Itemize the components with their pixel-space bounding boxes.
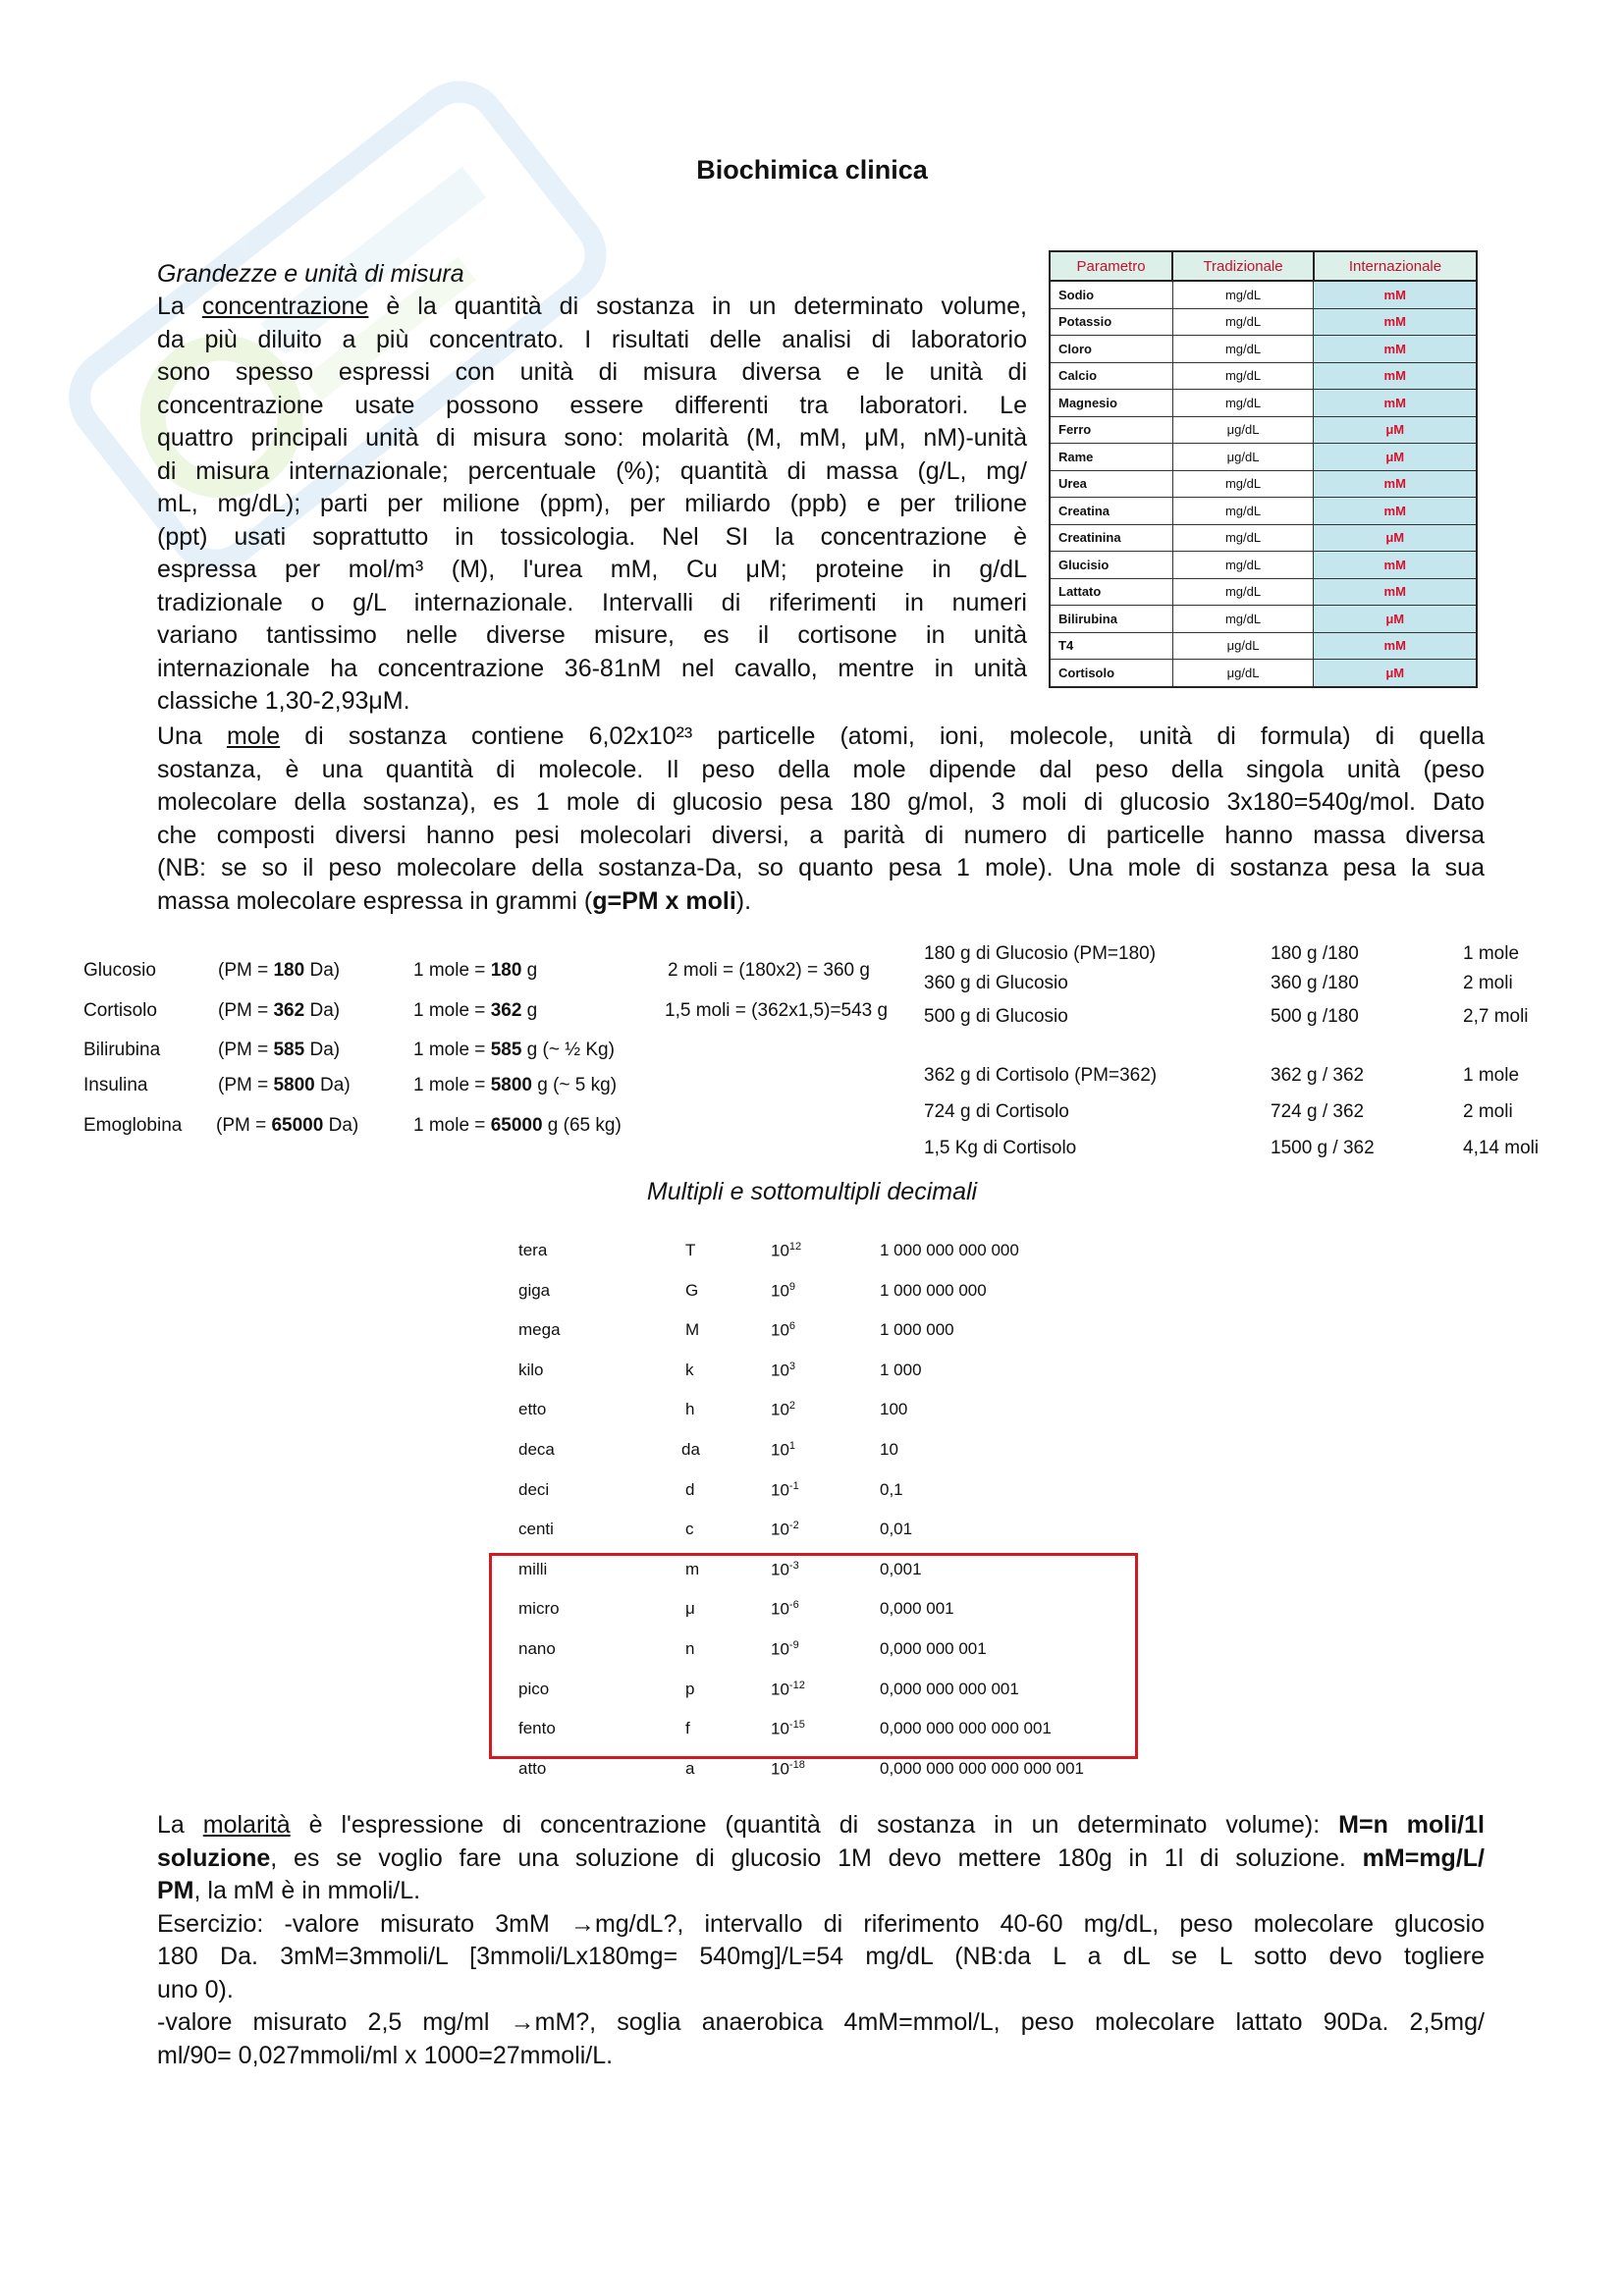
intro-line: espressa per mol/m³ (M), l'urea mM, Cu μM; proteine in g/dL [157,556,1027,583]
calc-row [0,973,1571,1002]
prefix-name: giga [518,1280,551,1300]
prefix-symbol: p [685,1679,695,1698]
calc-division: 724 g / 362 [1271,1101,1365,1122]
pm-prefix: (PM = [218,1040,274,1060]
mole-suffix: g (65 kg) [542,1115,622,1136]
traditional-unit-cell: μg/dL [1172,416,1314,444]
substance-name: Glucosio [83,960,156,981]
units-row [1050,390,1477,417]
prefix-row [0,1361,1178,1390]
prefix-power [771,1759,805,1780]
traditional-unit-cell: mg/dL [1172,362,1314,390]
traditional-unit-cell: mg/dL [1172,281,1314,308]
prefix-row [0,1759,1178,1789]
molarita-line: ml/90= 0,027mmoli/ml x 1000=27mmoli/L. [157,2041,614,2069]
param-cell: Glucisio [1050,552,1172,579]
power-base: 10 [771,1560,789,1579]
mole-paragraph [157,721,1485,918]
highlight-box [489,1553,1138,1759]
pm-value: 362 [273,1000,305,1021]
pm-value: 65000 [271,1115,324,1136]
traditional-unit-cell: mg/dL [1172,552,1314,579]
col-header: Parametro [1050,251,1172,281]
international-unit-cell: mM [1314,552,1477,579]
intro-line: variano tantissimo nelle diverse misure, es il cortisone in unità [157,621,1027,649]
prefix-symbol: c [685,1520,694,1539]
prefix-value: 0,000 000 001 [880,1639,987,1658]
international-unit-cell: mM [1314,308,1477,336]
mole-suffix: g [521,960,538,981]
traditional-unit-cell: mg/dL [1172,524,1314,552]
calc-moles: 1 mole [1463,943,1520,964]
prefix-name: centi [518,1520,554,1539]
pm-suffix: Da) [314,1075,351,1095]
prefix-row [0,1320,1178,1350]
substance-name: Insulina [83,1075,148,1095]
multipli-heading: Multipli e sottomultipli decimali [646,1178,978,1205]
param-cell: Magnesio [1050,390,1172,417]
units-row [1050,632,1477,660]
pm-suffix: Da) [304,1040,341,1060]
power-exponent: -2 [788,1520,799,1532]
units-row [1050,470,1477,498]
prefix-value: 0,1 [880,1479,903,1499]
international-unit-cell: mM [1314,281,1477,308]
international-unit-cell: mM [1314,336,1477,363]
prefix-power [771,1281,795,1302]
prefix-power [771,1480,799,1501]
mole-line: molecolare della sostanza), es 1 mole di glucosio pesa 180 g/mol, 3 moli di glucosio 3x180=540g/mol. Dato [157,788,1485,816]
power-exponent: 6 [788,1320,796,1333]
param-cell: Rame [1050,444,1172,471]
calc-amount: 362 g di Cortisolo (PM=362) [924,1065,1158,1086]
prefix-symbol: μ [685,1599,695,1619]
units-row [1050,498,1477,525]
mole-value: 585 [490,1040,522,1060]
prefix-name: micro [518,1599,560,1619]
power-base: 10 [771,1639,789,1659]
units-row [1050,606,1477,633]
power-exponent: 1 [788,1440,796,1452]
intro-line: La concentrazione è la quantità di sostanza in un determinato volume, [157,293,1027,320]
prefix-value: 1 000 000 000 000 [880,1241,1019,1259]
col-header: Tradizionale [1172,251,1314,281]
calc-row [0,1138,1571,1167]
prefix-power [771,1400,795,1420]
mole-prefix: 1 mole = [413,1115,491,1136]
prefix-name: fento [518,1719,556,1738]
page-title: Biochimica clinica [696,155,928,185]
international-unit-cell: mM [1314,578,1477,606]
intro-line: da più diluito a più concentrato. I risultati delle analisi di laboratorio [157,325,1027,353]
mole-prefix: 1 mole = [413,1040,491,1060]
calc-division: 362 g / 362 [1271,1065,1365,1086]
units-row [1050,524,1477,552]
mole-line: Una mole di sostanza contiene 6,02x10²³ particelle (atomi, ioni, molecole, unità di formula) di quella [157,722,1485,750]
substance-name: Cortisolo [83,1000,157,1021]
prefix-name: tera [518,1241,548,1259]
prefix-power [771,1320,795,1341]
prefix-name: pico [518,1679,550,1698]
mole-prefix: 1 mole = [413,1000,491,1021]
calc-amount: 360 g di Glucosio [924,973,1068,993]
param-cell: Calcio [1050,362,1172,390]
prefix-row [0,1281,1178,1310]
molarita-line: soluzione, es se voglio fare una soluzione di glucosio 1M devo mettere 180g in 1l di soluzione. mM=mg/L/ [157,1843,1485,1872]
power-base: 10 [771,1320,789,1340]
units-table [1049,250,1478,688]
mole-value: 362 [490,1000,522,1021]
power-exponent: -15 [788,1719,805,1732]
international-unit-cell: μM [1314,524,1477,552]
prefix-power [771,1440,795,1461]
power-exponent: -6 [788,1599,799,1612]
mole-line: (NB: se so il peso molecolare della sostanza-Da, so quanto pesa 1 mole). Una mole di sostanza pesa la sua [157,854,1485,881]
power-exponent: 9 [788,1280,796,1293]
intro-line: internazionale ha concentrazione 36-81nM nel cavallo, mentre in unità [157,654,1027,682]
intro-line: quattro principali unità di misura sono: molarità (M, mM, μM, nM)-unità [157,424,1027,452]
international-unit-cell: μM [1314,660,1477,687]
intro-paragraph [157,291,1027,719]
international-unit-cell: mM [1314,498,1477,525]
param-cell: Creatinina [1050,524,1172,552]
substance-name: Emoglobina [83,1115,183,1136]
prefix-symbol: d [685,1479,695,1499]
mole-value: 180 [490,960,522,981]
pm-value: 585 [273,1040,305,1060]
units-row [1050,416,1477,444]
power-base: 10 [771,1440,789,1460]
prefix-value: 1 000 [880,1360,922,1379]
international-unit-cell: mM [1314,470,1477,498]
param-cell: Cloro [1050,336,1172,363]
prefix-name: deci [518,1479,550,1499]
international-unit-cell: μM [1314,416,1477,444]
mole-line: sostanza, è una quantità di molecole. Il peso della mole dipende dal peso della singola unità (peso [157,755,1485,783]
power-exponent: -3 [788,1559,799,1572]
mole-suffix: g (~ ½ Kg) [521,1040,615,1060]
prefix-value: 1 000 000 000 [880,1280,987,1300]
units-row [1050,281,1477,308]
calc-division: 500 g /180 [1271,1006,1359,1027]
pm-prefix: (PM = [218,1075,274,1095]
power-base: 10 [771,1759,789,1779]
calc-division: 1500 g / 362 [1271,1138,1375,1158]
power-exponent: 12 [788,1241,802,1253]
prefix-symbol: f [685,1719,690,1738]
power-base: 10 [771,1361,789,1380]
traditional-unit-cell: mg/dL [1172,498,1314,525]
pm-prefix: (PM = [218,1000,274,1021]
param-cell: Cortisolo [1050,660,1172,687]
molarita-line: 180 Da. 3mM=3mmoli/L [3mmoli/Lx180mg= 540mg]/L=54 mg/dL (NB:da L a dL se L sotto devo togliere [157,1943,1485,1970]
traditional-unit-cell: μg/dL [1172,660,1314,687]
calc-row [0,1101,1571,1131]
power-base: 10 [771,1480,789,1500]
prefix-symbol: M [685,1320,700,1340]
prefix-name: nano [518,1639,556,1658]
prefix-value: 0,001 [880,1559,922,1578]
mole-line: che composti diversi hanno pesi molecolari diversi, a parità di numero di particelle hanno massa diversa [157,821,1485,849]
traditional-unit-cell: mg/dL [1172,390,1314,417]
mole-value: 5800 [490,1075,532,1095]
intro-line: mL, mg/dL); parti per milione (ppm), per miliardo (ppb) e per trilione [157,490,1027,517]
intro-line: concentrazione usate possono essere differenti tra laboratori. Le [157,391,1027,419]
param-cell: Sodio [1050,281,1172,308]
calc-amount: 500 g di Glucosio [924,1006,1068,1027]
mole-example: 2 moli = (180x2) = 360 g [668,960,870,981]
mole-prefix: 1 mole = [413,960,491,981]
prefix-value: 10 [880,1440,898,1459]
power-exponent: 3 [788,1360,796,1372]
prefix-symbol: m [685,1559,700,1578]
mole-mass [413,1040,615,1061]
units-row [1050,552,1477,579]
molarita-line: -valore misurato 2,5 mg/ml →mM?, soglia anaerobica 4mM=mmol/L, peso molecolare lattato 90Da. 2,5mg/ [157,2008,1485,2036]
calc-amount: 180 g di Glucosio (PM=180) [924,943,1157,964]
molecular-weight [218,1040,340,1061]
traditional-unit-cell: mg/dL [1172,578,1314,606]
traditional-unit-cell: mg/dL [1172,336,1314,363]
international-unit-cell: mM [1314,632,1477,660]
pm-prefix: (PM = [216,1115,272,1136]
calc-division: 360 g /180 [1271,973,1359,993]
mole-prefix: 1 mole = [413,1075,491,1095]
pm-value: 5800 [273,1075,315,1095]
traditional-unit-cell: μg/dL [1172,632,1314,660]
power-exponent: 2 [788,1400,796,1413]
power-exponent: -1 [788,1479,799,1492]
prefix-name: etto [518,1400,547,1419]
international-unit-cell: μM [1314,606,1477,633]
units-row [1050,578,1477,606]
international-unit-cell: mM [1314,390,1477,417]
mole-example: 1,5 moli = (362x1,5)=543 g [665,1000,889,1021]
prefix-name: atto [518,1758,547,1778]
units-row [1050,444,1477,471]
molarita-line: PM, la mM è in mmoli/L. [157,1877,421,1904]
param-cell: T4 [1050,632,1172,660]
calc-row [0,943,1571,973]
calc-row [0,1006,1571,1036]
calc-division: 180 g /180 [1271,943,1359,964]
calc-moles: 1 mole [1463,1065,1520,1086]
molarita-paragraph [157,1809,1485,2072]
section-heading: Grandezze e unità di misura [157,260,464,288]
prefix-value: 1 000 000 [880,1320,954,1340]
mole-suffix: g [521,1000,538,1021]
mole-suffix: g (~ 5 kg) [531,1075,618,1095]
mole-value: 65000 [490,1115,543,1136]
prefix-symbol: G [685,1280,699,1300]
units-row [1050,362,1477,390]
power-base: 10 [771,1680,789,1699]
prefix-symbol: n [685,1639,695,1658]
prefix-power [771,1520,799,1540]
param-cell: Creatina [1050,498,1172,525]
power-exponent: -18 [788,1758,805,1771]
prefix-row [0,1400,1178,1429]
prefix-value: 0,000 000 000 000 000 001 [880,1758,1084,1778]
param-cell: Ferro [1050,416,1172,444]
power-base: 10 [771,1719,789,1738]
intro-line: di misura internazionale; percentuale (%); quantità di massa (g/L, mg/ [157,456,1027,485]
units-row [1050,660,1477,687]
power-base: 10 [771,1520,789,1539]
prefix-power [771,1361,795,1381]
power-exponent: -9 [788,1639,799,1651]
molarita-line: La molarità è l'espressione di concentrazione (quantità di sostanza in un determinato volume): M=n moli/1l [157,1811,1485,1839]
prefix-row [0,1440,1178,1469]
prefix-name: milli [518,1559,548,1578]
prefix-symbol: k [685,1360,694,1379]
prefix-row [0,1241,1178,1270]
calc-moles: 2,7 moli [1463,1006,1529,1027]
pm-suffix: Da) [304,1000,341,1021]
pm-value: 180 [273,960,305,981]
intro-line: sono spesso espressi con unità di misura diversa e le unità di [157,358,1027,386]
traditional-unit-cell: mg/dL [1172,308,1314,336]
molarita-line: uno 0). [157,1975,234,2003]
mole-line: massa molecolare espressa in grammi (g=PM x moli). [157,886,752,915]
param-cell: Bilirubina [1050,606,1172,633]
pm-suffix: Da) [304,960,341,981]
param-cell: Potassio [1050,308,1172,336]
prefix-symbol: da [681,1440,700,1459]
calc-amount: 724 g di Cortisolo [924,1101,1069,1122]
units-row [1050,308,1477,336]
calc-amount: 1,5 Kg di Cortisolo [924,1138,1077,1158]
power-base: 10 [771,1600,789,1620]
power-base: 10 [771,1401,789,1420]
prefix-value: 0,000 001 [880,1599,954,1619]
pm-prefix: (PM = [218,960,274,981]
traditional-unit-cell: μg/dL [1172,444,1314,471]
prefix-row [0,1480,1178,1510]
calc-row [0,1065,1571,1095]
traditional-unit-cell: mg/dL [1172,470,1314,498]
intro-line: tradizionale o g/L internazionale. Intervalli di riferimenti in numeri [157,588,1027,616]
calc-moles: 4,14 moli [1463,1138,1540,1158]
intro-line: classiche 1,30-2,93μM. [157,687,410,715]
prefix-row [0,1520,1178,1549]
molarita-line: Esercizio: -valore misurato 3mM →mg/dL?, intervallo di riferimento 40-60 mg/dL, peso molecolare glucosio [157,1909,1485,1938]
param-cell: Lattato [1050,578,1172,606]
prefix-value: 0,000 000 000 001 [880,1679,1019,1698]
prefix-value: 0,000 000 000 000 001 [880,1719,1052,1738]
traditional-unit-cell: mg/dL [1172,606,1314,633]
prefix-symbol: a [685,1758,695,1778]
power-base: 10 [771,1281,789,1301]
international-unit-cell: mM [1314,362,1477,390]
prefix-value: 100 [880,1400,908,1419]
power-base: 10 [771,1241,789,1260]
prefix-name: kilo [518,1360,544,1379]
prefix-power [771,1241,801,1261]
power-exponent: -12 [788,1679,805,1691]
prefix-name: deca [518,1440,555,1459]
calc-moles: 2 moli [1463,973,1513,993]
prefix-symbol: T [685,1241,696,1259]
substance-name: Bilirubina [83,1040,161,1060]
units-row [1050,336,1477,363]
prefix-name: mega [518,1320,561,1340]
prefix-symbol: h [685,1400,695,1419]
calc-moles: 2 moli [1463,1101,1513,1122]
col-header: Internazionale [1314,251,1477,281]
international-unit-cell: μM [1314,444,1477,471]
param-cell: Urea [1050,470,1172,498]
intro-line: (ppt) usati soprattutto in tossicologia. Nel SI la concentrazione è [157,522,1027,551]
pm-suffix: Da) [323,1115,359,1136]
prefix-value: 0,01 [880,1520,913,1539]
